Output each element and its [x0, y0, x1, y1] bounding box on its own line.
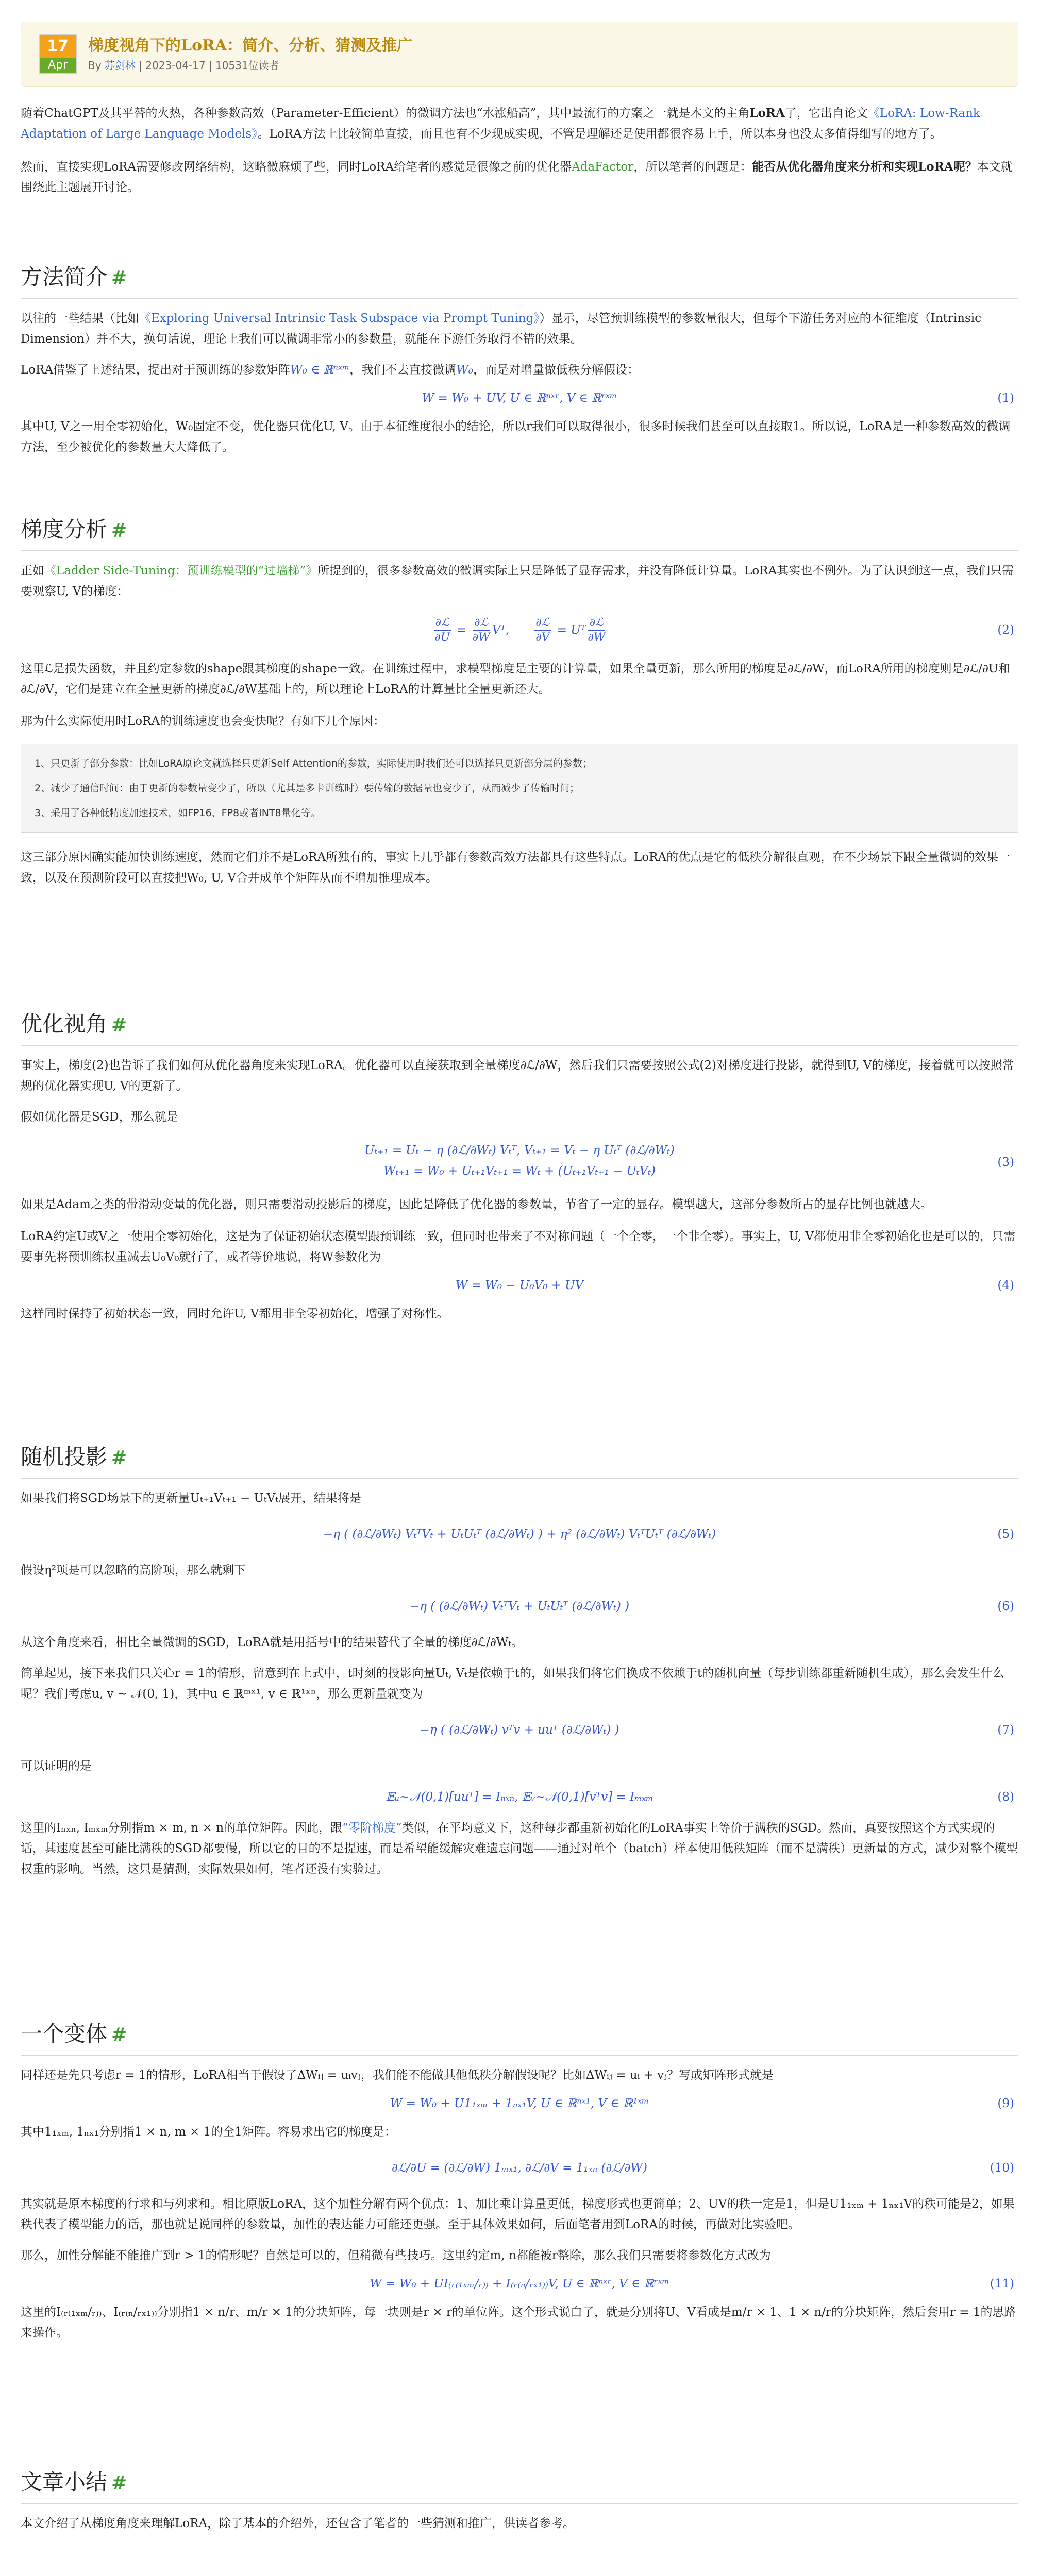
equation-1: W = W₀ + UV, U ∈ ℝⁿˣʳ, V ∈ ℝʳˣᵐ (1)	[422, 392, 1014, 405]
reason-item: 3、采用了各种低精度加速技术，如FP16、FP8或者INT8量化等。	[35, 807, 321, 819]
equation-10: ∂ℒ/∂U = (∂ℒ/∂W) 1ₘₓ₁, ∂ℒ/∂V = 1₁ₓₙ (∂ℒ/∂W) (10)	[391, 2161, 1014, 2175]
date-month: Apr	[40, 58, 76, 73]
reason-item: 1、只更新了部分参数：比如LoRA原论文就选择只更新Self Attention的参数，实际使用时我们还可以选择只更新部分层的参数；	[35, 758, 592, 769]
gradient-paragraph-1: 正如《Ladder Side-Tuning：预训练模型的“过墙梯”》所提到的，很多参数高效的微调实际上只是降低了显存需求，并没有降低计算量。LoRA其实也不例外。为了认识到这一点，我们只需要观察U, V的梯度：	[21, 564, 1014, 598]
article-meta: By 苏剑林 | 2023-04-17 | 10531位读者	[88, 59, 279, 72]
projection-paragraph-1: 如果我们将SGD场景下的更新量Uₜ₊₁Vₜ₊₁ − UₜVₜ展开，结果将是	[21, 1492, 361, 1505]
section-optimizer	[21, 1010, 1018, 1324]
hash-anchor-icon[interactable]: #	[111, 1447, 127, 1469]
optimizer-paragraph-3: 如果是Adam之类的带滑动变量的优化器，则只需要滑动投影后的梯度，因此是降低了优化器的参数量，节省了一定的显存。模型越大，这部分参数所占的显存比例也就越大。	[21, 1198, 932, 1211]
hash-anchor-icon[interactable]: #	[111, 267, 127, 289]
equation-2: $\frac{\text{∂ℒ}}{\partial U}$ = $\frac{\text{∂ℒ}}{\partial W}$ Vᵀ, $\frac{\text{∂ℒ}}{\partial V}$ = Uᵀ $\frac{\text{∂ℒ}}{\partial W}$ (2)	[434, 616, 1014, 644]
section-gradient	[21, 515, 1018, 888]
section-title-summary: 文章小结 #	[21, 2468, 1018, 2504]
section-title-optimizer: 优化视角 #	[21, 1010, 1018, 1046]
hash-anchor-icon[interactable]: #	[111, 2472, 127, 2494]
reasons-box	[21, 744, 1018, 833]
section-variant	[21, 2020, 1018, 2343]
lora-paper-link[interactable]: 《LoRA: Low-Rank Adaptation of Large Language Models》	[21, 107, 980, 141]
equation-9: W = W₀ + U1₁ₓₘ + 1ₙₓ₁V, U ∈ ℝⁿˣ¹, V ∈ ℝ¹ˣᵐ (9)	[390, 2097, 1014, 2110]
hash-anchor-icon[interactable]: #	[111, 520, 127, 541]
variant-paragraph-1: 同样还是先只考虑r = 1的情形，LoRA相当于假设了ΔWᵢⱼ = uᵢvⱼ，我们能不能做其他低秩分解假设呢？比如ΔWᵢⱼ = uᵢ + vⱼ？写成矩阵形式就是	[21, 2069, 774, 2082]
section-summary	[21, 2468, 1018, 2534]
optimizer-paragraph-2: 假如优化器是SGD，那么就是	[21, 1110, 178, 1124]
summary-paragraph: 本文介绍了从梯度角度来理解LoRA，除了基本的介绍外，还包含了笔者的一些猜测和推广，供读者参考。	[21, 2517, 575, 2530]
equation-11: W = W₀ + UI₍ᵣ₍₁ₓₘ/ᵣ₎₎ + I₍ᵣ₍ₙ/ᵣₓ₁₎₎V, U ∈ ℝⁿˣʳ, V ∈ ℝʳˣᵐ (11)	[370, 2277, 1014, 2291]
reason-item: 2、减少了通信时间：由于更新的参数量变少了，所以（尤其是多卡训练时）要传输的数据量也变少了，从而减少了传输时间；	[35, 783, 580, 794]
equation-3: Uₜ₊₁ = Uₜ − η (∂ℒ/∂Wₜ) Vₜᵀ, Vₜ₊₁ = Vₜ − η Uₜᵀ (∂ℒ/∂Wₜ) Wₜ₊₁ = W₀ + Uₜ₊₁Vₜ₊₁ = Wₜ + (Uₜ₊₁Vₜ₊₁ − UₜVₜ) (3)	[364, 1144, 1014, 1178]
intro-paragraph-2: 然而，直接实现LoRA需要修改网络结构，这略微麻烦了些，同时LoRA给笔者的感觉是很像之前的优化器AdaFactor，所以笔者的问题是：能否从优化器角度来分析和实现LoRA呢？本文就围绕此主题展开讨论。	[21, 160, 1013, 194]
section-method	[21, 263, 1018, 457]
equation-6: −η ( (∂ℒ/∂Wₜ) VₜᵀVₜ + UₜUₜᵀ (∂ℒ/∂Wₜ) ) (6)	[409, 1600, 1014, 1613]
article-title[interactable]: 梯度视角下的LoRA：简介、分析、猜测及推广	[88, 37, 413, 55]
hash-anchor-icon[interactable]: #	[111, 1014, 127, 1036]
projection-paragraph-3: 从这个角度来看，相比全量微调的SGD，LoRA就是用括号中的结果替代了全量的梯度∂ℒ/∂Wₜ。	[21, 1636, 524, 1649]
equation-5: −η ( (∂ℒ/∂Wₜ) VₜᵀVₜ + UₜUₜᵀ (∂ℒ/∂Wₜ) ) + η² (∂ℒ/∂Wₜ) VₜᵀUₜᵀ (∂ℒ/∂Wₜ) (5)	[323, 1528, 1014, 1541]
method-paragraph-3: 其中U, V之一用全零初始化，W₀固定不变，优化器只优化U, V。由于本征维度很小的结论，所以r我们可以取得很小，很多时候我们甚至可以直接取1。所以说，LoRA是一种参数高效的微调方法，至少被优化的参数量大大降低了。	[21, 420, 1011, 454]
variant-paragraph-5: 这里的I₍ᵣ₍₁ₓₘ/ᵣ₎₎、I₍ᵣ₍ₙ/ᵣₓ₁₎₎分别指1 × n/r、m/r × 1的分块矩阵，每一块则是r × r的单位阵。这个形式说白了，就是分别将U、V看成是m/r × 1、1 × n/r的分块矩阵，然后套用r = 1的思路来操作。	[21, 2306, 1016, 2340]
article-header	[21, 22, 1018, 87]
optimizer-paragraph-4: LoRA约定U或V之一使用全零初始化，这是为了保证初始状态模型跟预训练一致，但同时也带来了不对称问题（一个全零，一个非全零）。事实上，U, V都使用非全零初始化也是可以的，只需要事先将预训练权重减去U₀V₀就行了，或者等价地说，将W参数化为	[21, 1230, 1016, 1264]
intrinsic-subspace-link[interactable]: 《Exploring Universal Intrinsic Task Subspace via Prompt Tuning》	[139, 312, 540, 325]
projection-paragraph-2: 假设η²项是可以忽略的高阶项，那么就剩下	[21, 1564, 246, 1577]
section-random-projection	[21, 1443, 1018, 1879]
method-paragraph-1: 以往的一些结果（比如《Exploring Universal Intrinsic Task Subspace via Prompt Tuning》）显示，尽管预训练模型的参数量很大，但每个下游任务对应的本征维度（Intrinsic Dimension）并不大，换句话说，理论上我们可以微调非常小的参数量，就能在下游任务取得不错的效果。	[21, 312, 982, 346]
variant-paragraph-2: 其中1₁ₓₘ, 1ₙₓ₁分别指1 × n, m × 1的全1矩阵。容易求出它的梯度是：	[21, 2125, 396, 2139]
optimizer-paragraph-1: 事实上，梯度(2)也告诉了我们如何从优化器角度来实现LoRA。优化器可以直接获取到全量梯度∂ℒ/∂W，然后我们只需要按照公式(2)对梯度进行投影，就得到U, V的梯度，接着就可以按照常规的优化器实现U, V的更新了。	[21, 1059, 1014, 1093]
zeroth-order-gradient-link[interactable]: “零阶梯度”	[342, 1821, 402, 1835]
equation-4: W = W₀ − U₀V₀ + UV (4)	[455, 1279, 1014, 1292]
date-day: 17	[40, 35, 76, 58]
hash-anchor-icon[interactable]: #	[111, 2024, 127, 2046]
projection-paragraph-4: 简单起见，接下来我们只关心r = 1的情形，留意到在上式中，t时刻的投影向量Uₜ, Vₜ是依赖于t的，如果我们将它们换成不依赖于t的随机向量（每步训练都重新随机生成），那么会发生什么呢？我们考虑u, v ∼ 𝒩(0, 1)，其中u ∈ ℝᵐˣ¹, v ∈ ℝ¹ˣⁿ，那么更新量就变为	[21, 1667, 1004, 1701]
optimizer-paragraph-5: 这样同时保持了初始状态一致，同时允许U, V都用非全零初始化，增强了对称性。	[21, 1307, 449, 1320]
section-title-gradient: 梯度分析 #	[21, 515, 1018, 551]
ladder-side-tuning-link[interactable]: 《Ladder Side-Tuning：预训练模型的“过墙梯”》	[44, 564, 318, 578]
intro-section	[21, 103, 1018, 198]
variant-paragraph-4: 那么，加性分解能不能推广到r > 1的情形呢？自然是可以的，但稍微有些技巧。这里约定m, n都能被r整除，那么我们只需要将参数化方式改为	[21, 2249, 771, 2262]
variant-paragraph-3: 其实就是原本梯度的行求和与列求和。相比原版LoRA，这个加性分解有两个优点：1、加比乘计算量更低，梯度形式也更简单；2、UV的秩一定是1，但是U1₁ₓₘ + 1ₙₓ₁V的秩可能是2，如果秩代表了模型能力的话，那也就是说同样的参数量，加性的表达能力可能还更强。至于具体效果如何，后面笔者用到LoRA的时候，再做对比实验吧。	[21, 2197, 1015, 2231]
gradient-paragraph-4: 这三部分原因确实能加快训练速度，然而它们并不是LoRA所独有的，事实上几乎都有参数高效方法都具有这些特点。LoRA的优点是它的低秩分解很直观，在不少场景下跟全量微调的效果一致，以及在预测阶段可以直接把W₀, U, V合并成单个矩阵从而不增加推理成本。	[21, 851, 1011, 885]
date-badge	[39, 34, 77, 74]
gradient-paragraph-3: 那为什么实际使用时LoRA的训练速度也会变快呢？有如下几个原因：	[21, 715, 386, 728]
gradient-paragraph-2: 这里ℒ是损失函数，并且约定参数的shape跟其梯度的shape一致。在训练过程中，求模型梯度是主要的计算量，如果全量更新，那么所用的梯度是∂ℒ/∂W，而LoRA所用的梯度则是∂ℒ/∂U和∂ℒ/∂V，它们是建立在全量更新的梯度∂ℒ/∂W基础上的，所以理论上LoRA的计算量比全量更新还大。	[21, 662, 1011, 696]
equation-8: 𝔼ᵤ∼𝒩(0,1)[uuᵀ] = Iₙₓₙ, 𝔼ᵥ∼𝒩(0,1)[vᵀv] = Iₘₓₘ (8)	[386, 1790, 1014, 1804]
projection-paragraph-6: 这里的Iₙₓₙ, Iₘₓₘ分别指m × m, n × n的单位矩阵。因此，跟“零阶梯度”类似，在平均意义下，这种每步都重新初始化的LoRA事实上等价于满秩的SGD。然而，真要按照这个方式实现的话，其速度甚至可能比满秩的SGD都要慢，所以它的目的不是提速，而是希望能缓解灾难遗忘问题——通过对单个（batch）样本使用低秩矩阵（而不是满秩）更新量的方式，减少对整个模型权重的影响。当然，这只是猜测，实际效果如何，笔者还没有实验过。	[21, 1821, 1018, 1876]
adafactor-link[interactable]: AdaFactor	[572, 160, 634, 174]
projection-paragraph-5: 可以证明的是	[21, 1759, 92, 1773]
section-title-method: 方法简介 #	[21, 263, 1018, 299]
equation-7: −η ( (∂ℒ/∂Wₜ) vᵀv + uuᵀ (∂ℒ/∂Wₜ) ) (7)	[420, 1723, 1014, 1737]
intro-paragraph-1: 随着ChatGPT及其平替的火热，各种参数高效（Parameter-Efficient）的微调方法也“水涨船高”，其中最流行的方案之一就是本文的主角LoRA了，它出自论文《LoRA: Low-Rank Adaptation of Large Language Models》。LoRA方法上比较简单直接，而且也有不少现成实现，不管是理解还是使用都很容易上手，所以本身也没太多值得细写的地方了。	[21, 106, 980, 141]
section-title-random-projection: 随机投影 #	[21, 1443, 1018, 1479]
section-title-variant: 一个变体 #	[21, 2020, 1018, 2056]
author-link[interactable]: 苏剑林	[104, 59, 136, 72]
method-paragraph-2: LoRA借鉴了上述结果，提出对于预训练的参数矩阵W₀ ∈ ℝⁿˣᵐ，我们不去直接微调W₀，而是对增量做低秩分解假设：	[21, 363, 640, 377]
